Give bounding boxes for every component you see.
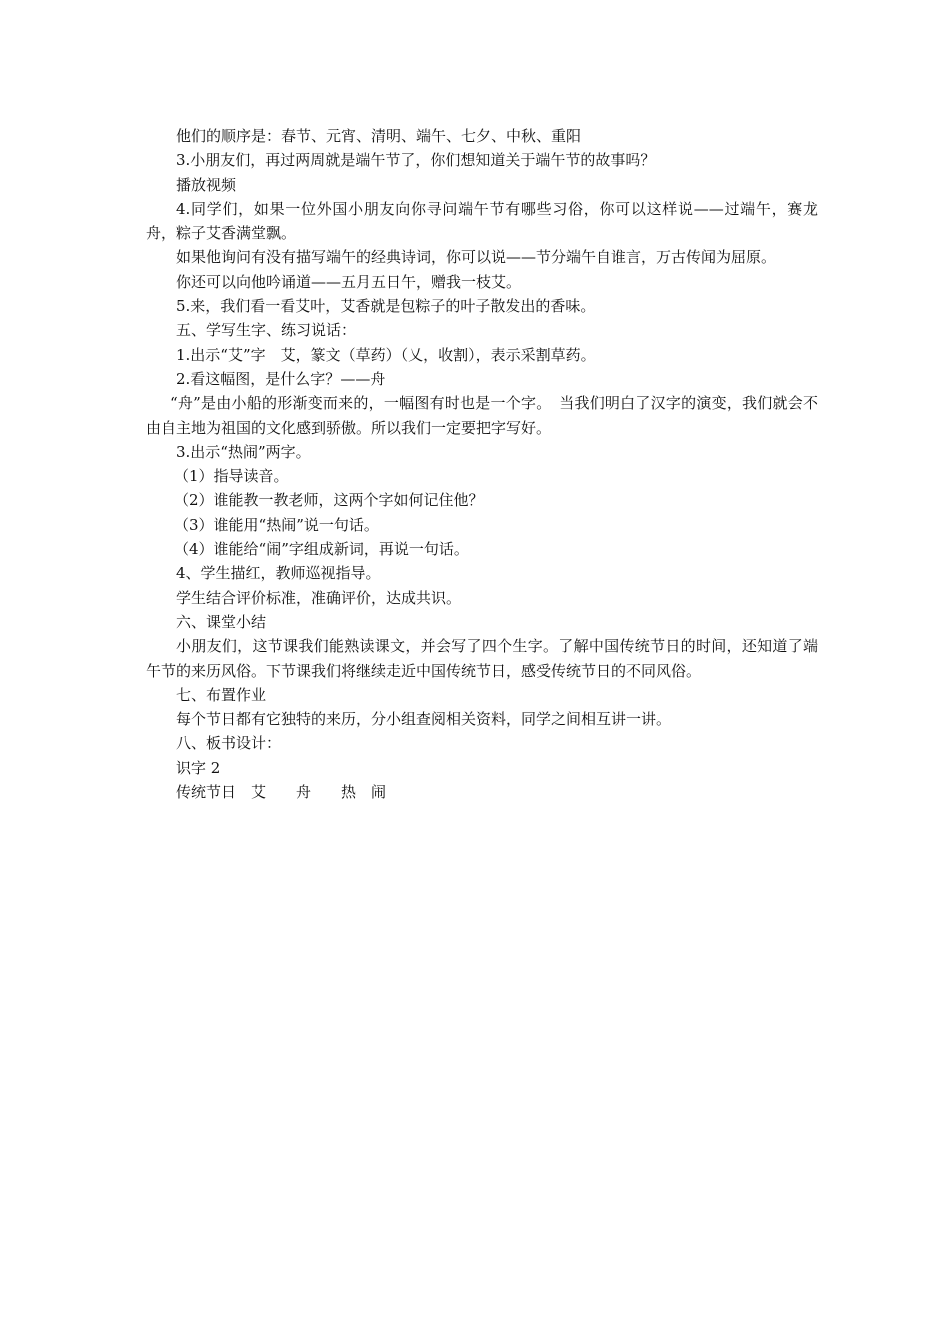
paragraph-homework: 每个节日都有它独特的来历，分小组查阅相关资料，同学之间相互讲一讲。 bbox=[176, 710, 672, 729]
board-characters: 传统节日 艾 舟 热 闹 bbox=[176, 783, 387, 802]
paragraph-festival-order: 他们的顺序是：春节、元宵、清明、端午、七夕、中秋、重阳 bbox=[176, 127, 582, 145]
section-heading-8: 八、板书设计： bbox=[176, 734, 282, 753]
paragraph-customs: 4.同学们，如果一位外国小朋友向你寻问端午节有哪些习俗，你可以这样说——过端午，赛龙舟，粽子艾香满堂飘。 bbox=[146, 199, 818, 243]
section-heading-6: 六、课堂小结 bbox=[176, 612, 267, 631]
section-heading-7: 七、布置作业 bbox=[176, 685, 267, 704]
list-item-2: （2）谁能教一教老师，这两个字如何记住他？ bbox=[174, 491, 484, 510]
paragraph-evaluation: 学生结合评价标准，准确评价，达成共识。 bbox=[176, 588, 462, 607]
list-item-1: （1）指导读音。 bbox=[174, 467, 289, 486]
paragraph-show-ai-char: 1.出示“艾”字 艾，篆文（草药）（乂，收割），表示采割草药。 bbox=[176, 345, 596, 364]
paragraph-recite: 你还可以向他吟诵道——五月五日午，赠我一枝艾。 bbox=[176, 272, 522, 291]
paragraph-ai-leaf: 5.来，我们看一看艾叶，艾香就是包粽子的叶子散发出的香味。 bbox=[176, 297, 596, 316]
paragraph-summary: 小朋友们，这节课我们能熟读课文，并会写了四个生字。了解中国传统节日的时间，还知道了端午节的来历风俗。下节课我们将继续走近中国传统节日，感受传统节日的不同风俗。 bbox=[146, 637, 818, 680]
paragraph-question-duanwu-story: 3.小朋友们，再过两周就是端午节了，你们想知道关于端午节的故事吗？ bbox=[176, 151, 656, 170]
document-body bbox=[146, 124, 818, 804]
paragraph-play-video: 播放视频 bbox=[176, 175, 237, 194]
paragraph-show-renao: 3.出示“热闹”两字。 bbox=[176, 442, 311, 461]
paragraph-zhou-evolution: “舟”是由小船的形渐变而来的，一幅图有时也是一个字。 当我们明白了汉字的演变，我们就会不由自主地为祖国的文化感到骄傲。所以我们一定要把字写好。 bbox=[146, 394, 818, 437]
section-heading-5: 五、学写生字、练习说话： bbox=[176, 321, 357, 340]
paragraph-zhou-picture: 2.看这幅图，是什么字？——舟 bbox=[176, 369, 386, 388]
list-item-4: （4）谁能给“闹”字组成新词，再说一句话。 bbox=[174, 540, 469, 559]
board-title: 识字 2 bbox=[176, 758, 221, 777]
list-item-3: （3）谁能用“热闹”说一句话。 bbox=[174, 515, 379, 534]
paragraph-poetry: 如果他询问有没有描写端午的经典诗词，你可以说——节分端午自谁言，万古传闻为屈原。 bbox=[176, 248, 777, 267]
paragraph-tracing: 4、学生描红，教师巡视指导。 bbox=[176, 564, 381, 583]
